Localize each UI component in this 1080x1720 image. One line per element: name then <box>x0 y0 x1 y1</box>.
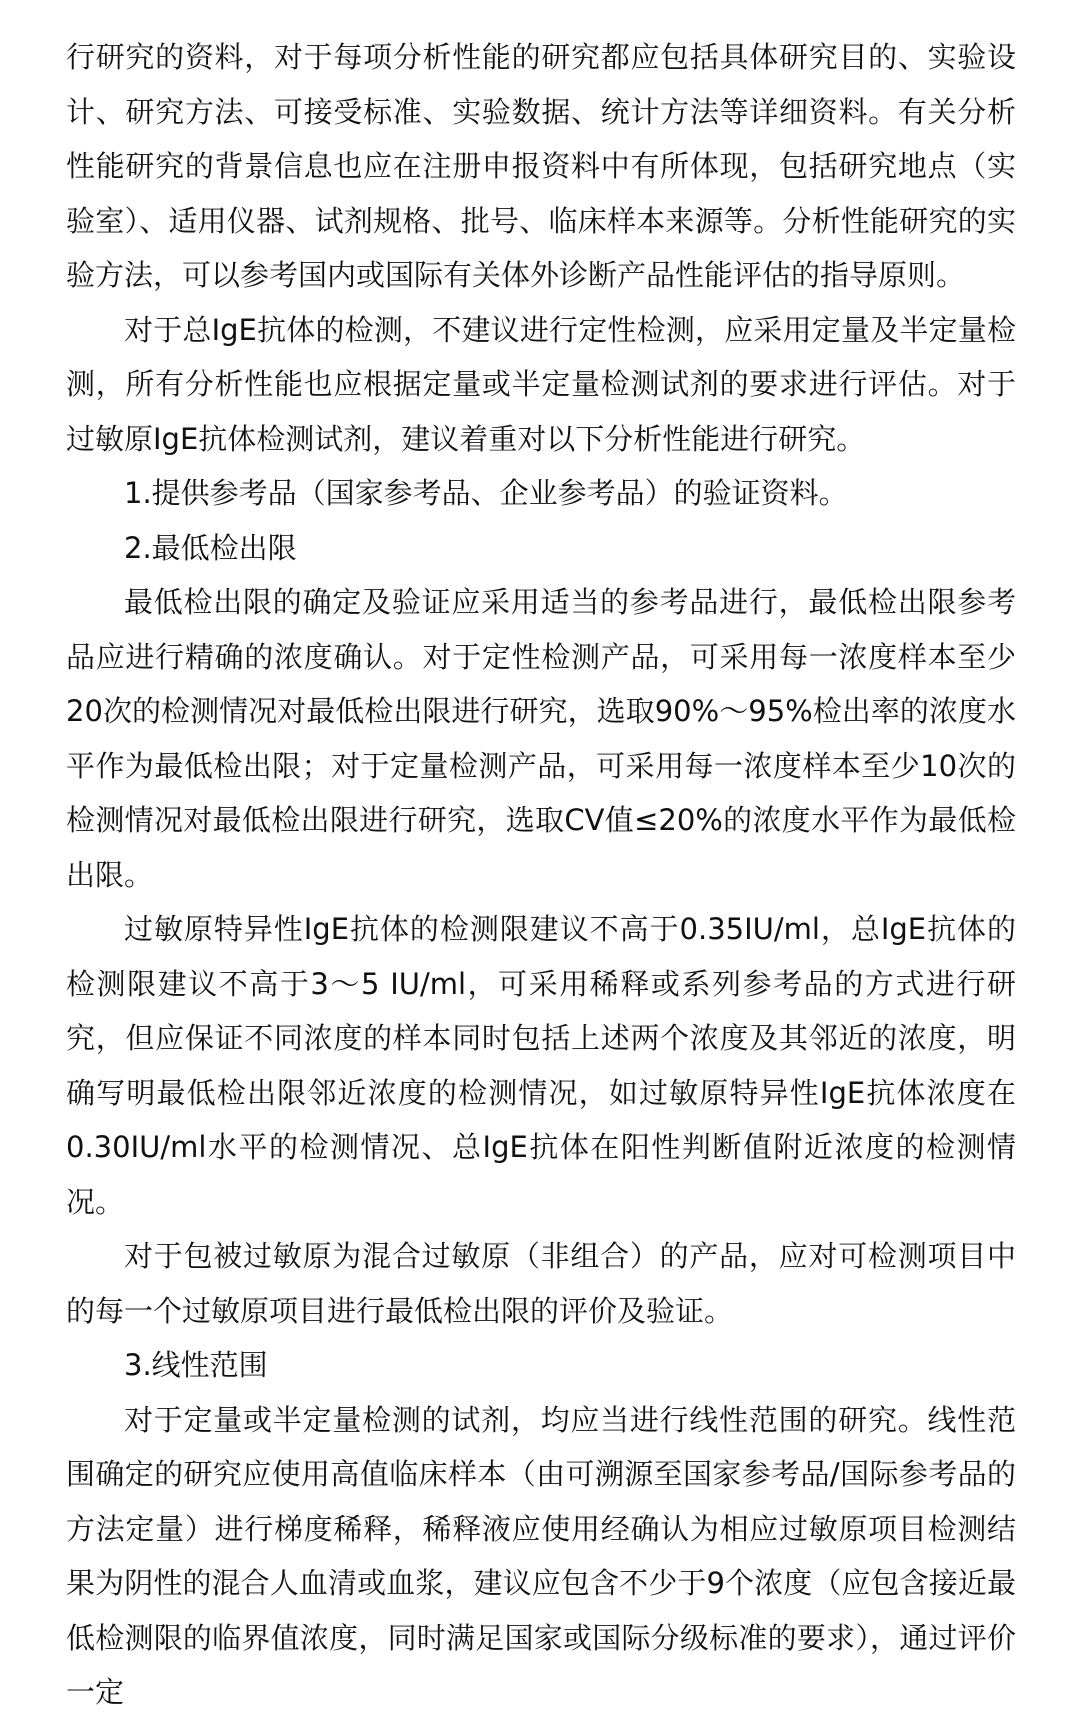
list-item-reference-material: 1.提供参考品（国家参考品、企业参考品）的验证资料。 <box>124 476 848 510</box>
paragraph-mixed-allergen: 对于包被过敏原为混合过敏原（非组合）的产品，应对可检测项目中的每一个过敏原项目进行最低检出限的评价及验证。 <box>66 1239 1016 1328</box>
section-heading-linear-range: 3.线性范围 <box>124 1348 268 1382</box>
paragraph-detection-limit-values: 过敏原特异性IgE抗体的检测限建议不高于0.35IU/ml，总IgE抗体的检测限建议不高于3～5 IU/ml，可采用稀释或系列参考品的方式进行研究，但应保证不同浓度的样本同时包括上述两个浓度及其邻近的浓度，明确写明最低检出限邻近浓度的检测情况，如过敏原特异性IgE抗体浓度在0.30IU/ml水平的检测情况、总IgE抗体在阳性判断值附近浓度的检测情况。 <box>66 912 1016 1219</box>
section-heading-detection-limit: 2.最低检出限 <box>124 530 297 565</box>
paragraph-continuation: 行研究的资料，对于每项分析性能的研究都应包括具体研究目的、实验设计、研究方法、可接受标准、实验数据、统计方法等详细资料。有关分析性能研究的背景信息也应在注册申报资料中有所体现，包括研究地点（实验室）、适用仪器、试剂规格、批号、临床样本来源等。分析性能研究的实验方法，可以参考国内或国际有关体外诊断产品性能评估的指导原则。 <box>66 40 1016 292</box>
paragraph-linear-range: 对于定量或半定量检测的试剂，均应当进行线性范围的研究。线性范围确定的研究应使用高值临床样本（由可溯源至国家参考品/国际参考品的方法定量）进行梯度稀释，稀释液应使用经确认为相应过敏原项目检测结果为阴性的混合人血清或血浆，建议应包含不少于9个浓度（应包含接近最低检测限的临界值浓度，同时满足国家或国际分级标准的要求），通过评价一定 <box>66 1402 1016 1709</box>
document-page <box>66 30 1016 1720</box>
paragraph-detection-limit: 最低检出限的确定及验证应采用适当的参考品进行，最低检出限参考品应进行精确的浓度确认。对于定性检测产品，可采用每一浓度样本至少20次的检测情况对最低检出限进行研究，选取90%～95%检出率的浓度水平作为最低检出限；对于定量检测产品，可采用每一浓度样本至少10次的检测情况对最低检出限进行研究，选取CV值≤20%的浓度水平作为最低检出限。 <box>66 585 1016 892</box>
paragraph-total-ige: 对于总IgE抗体的检测，不建议进行定性检测，应采用定量及半定量检测，所有分析性能也应根据定量或半定量检测试剂的要求进行评估。对于过敏原IgE抗体检测试剂，建议着重对以下分析性能进行研究。 <box>66 312 1016 456</box>
